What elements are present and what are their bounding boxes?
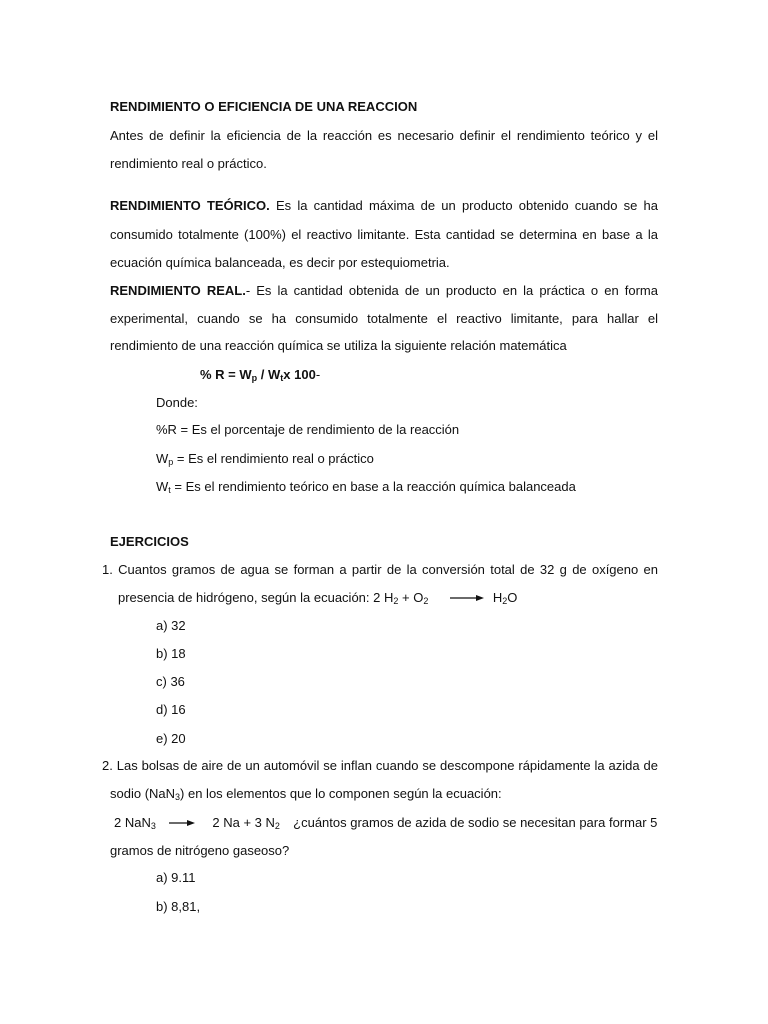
question-2-line-4: gramos de nitrógeno gaseoso? — [110, 843, 290, 858]
real-line-1 — [110, 283, 658, 299]
q1-eq-sub-3: 2 — [502, 596, 508, 606]
q2-eq-question: ¿cuántos gramos de azida de sodio se necesitan para formar 5 — [293, 815, 658, 830]
real-line-3: rendimiento de una reacción química se utiliza la siguiente relación matemática — [110, 338, 567, 353]
q1-option-e: e) 20 — [156, 731, 186, 746]
teorico-text-1: Es la cantidad máxima de un producto obtenido cuando se ha — [269, 198, 659, 213]
question-2-line-2 — [110, 786, 502, 802]
q2-sub-1: 3 — [175, 792, 181, 802]
q1-eq-part-g: O — [507, 590, 518, 605]
def-wt-symbol: W — [156, 479, 169, 494]
q2-part-c: ) en los elementos que lo componen según la ecuación: — [180, 786, 502, 801]
intro-line-2: rendimiento real o práctico. — [110, 156, 267, 171]
donde-label: Donde: — [156, 395, 198, 410]
ejercicios-heading: EJERCICIOS — [110, 534, 189, 549]
formula-part-b: / W — [257, 367, 281, 382]
formula-sub-p: p — [251, 373, 258, 383]
def-wt — [156, 479, 576, 495]
real-line-2: experimental, cuando se ha consumido totalmente el reactivo limitante, para hallar el — [110, 311, 658, 326]
def-wp-symbol: W — [156, 451, 169, 466]
def-wp — [156, 451, 374, 467]
question-2-line-1: 2. Las bolsas de aire de un automóvil se inflan cuando se descompone rápidamente la azida de — [102, 758, 658, 773]
q2-eq-sub-2: 2 — [274, 821, 280, 831]
q1-option-a: a) 32 — [156, 618, 186, 633]
question-2-line-3 — [114, 815, 657, 831]
question-1-line-1: 1. Cuantos gramos de agua se forman a partir de la conversión total de 32 g de oxígeno en — [102, 562, 658, 577]
formula-part-a: % R = W — [200, 367, 252, 382]
q1-eq-part-a: presencia de hidrógeno, según la ecuación: 2 H — [118, 590, 394, 605]
teorico-label: RENDIMIENTO TEÓRICO. — [110, 198, 270, 213]
q2-eq-sub-1: 3 — [150, 821, 156, 831]
real-label: RENDIMIENTO REAL. — [110, 283, 246, 298]
q2-eq-part-c: 2 Na + 3 N — [212, 815, 275, 830]
q2-option-a: a) 9.11 — [156, 870, 196, 885]
reaction-arrow-icon — [450, 594, 484, 602]
def-percent-r: %R = Es el porcentaje de rendimiento de la reacción — [156, 422, 460, 437]
q1-eq-part-c: + O — [398, 590, 424, 605]
teorico-line-1 — [110, 198, 658, 214]
teorico-line-3: ecuación química balanceada, es decir por estequiometria. — [110, 255, 450, 270]
intro-line-1: Antes de definir la eficiencia de la reacción es necesario definir el rendimiento teórico y el — [110, 128, 658, 143]
q1-option-b: b) 18 — [156, 646, 186, 661]
q1-option-d: d) 16 — [156, 702, 186, 717]
q1-option-c: c) 36 — [156, 674, 185, 689]
reaction-arrow-icon — [169, 819, 195, 827]
def-wt-text: = Es el rendimiento teórico en base a la reacción química balanceada — [170, 479, 576, 494]
yield-formula — [200, 367, 320, 383]
def-wp-sub: p — [168, 457, 174, 467]
q2-eq-part-a: 2 NaN — [114, 815, 151, 830]
q1-eq-part-e: H — [492, 590, 503, 605]
teorico-line-2: consumido totalmente (100%) el reactivo limitante. Esta cantidad se determina en base a la — [110, 227, 658, 242]
formula-part-c: x 100 — [283, 367, 316, 382]
question-1-line-2 — [118, 590, 517, 606]
formula-part-d: - — [315, 367, 321, 382]
formula-sub-t: t — [280, 373, 284, 383]
q1-eq-sub-1: 2 — [393, 596, 399, 606]
q2-option-b: b) 8,81, — [156, 899, 201, 914]
doc-title: RENDIMIENTO O EFICIENCIA DE UNA REACCION — [110, 99, 418, 114]
q1-eq-sub-2: 2 — [423, 596, 429, 606]
def-wp-text: = Es el rendimiento real o práctico — [173, 451, 374, 466]
def-wt-sub: t — [168, 485, 171, 495]
q2-part-a: sodio (NaN — [110, 786, 176, 801]
real-text-1: - Es la cantidad obtenida de un producto en la práctica o en forma — [245, 283, 658, 298]
